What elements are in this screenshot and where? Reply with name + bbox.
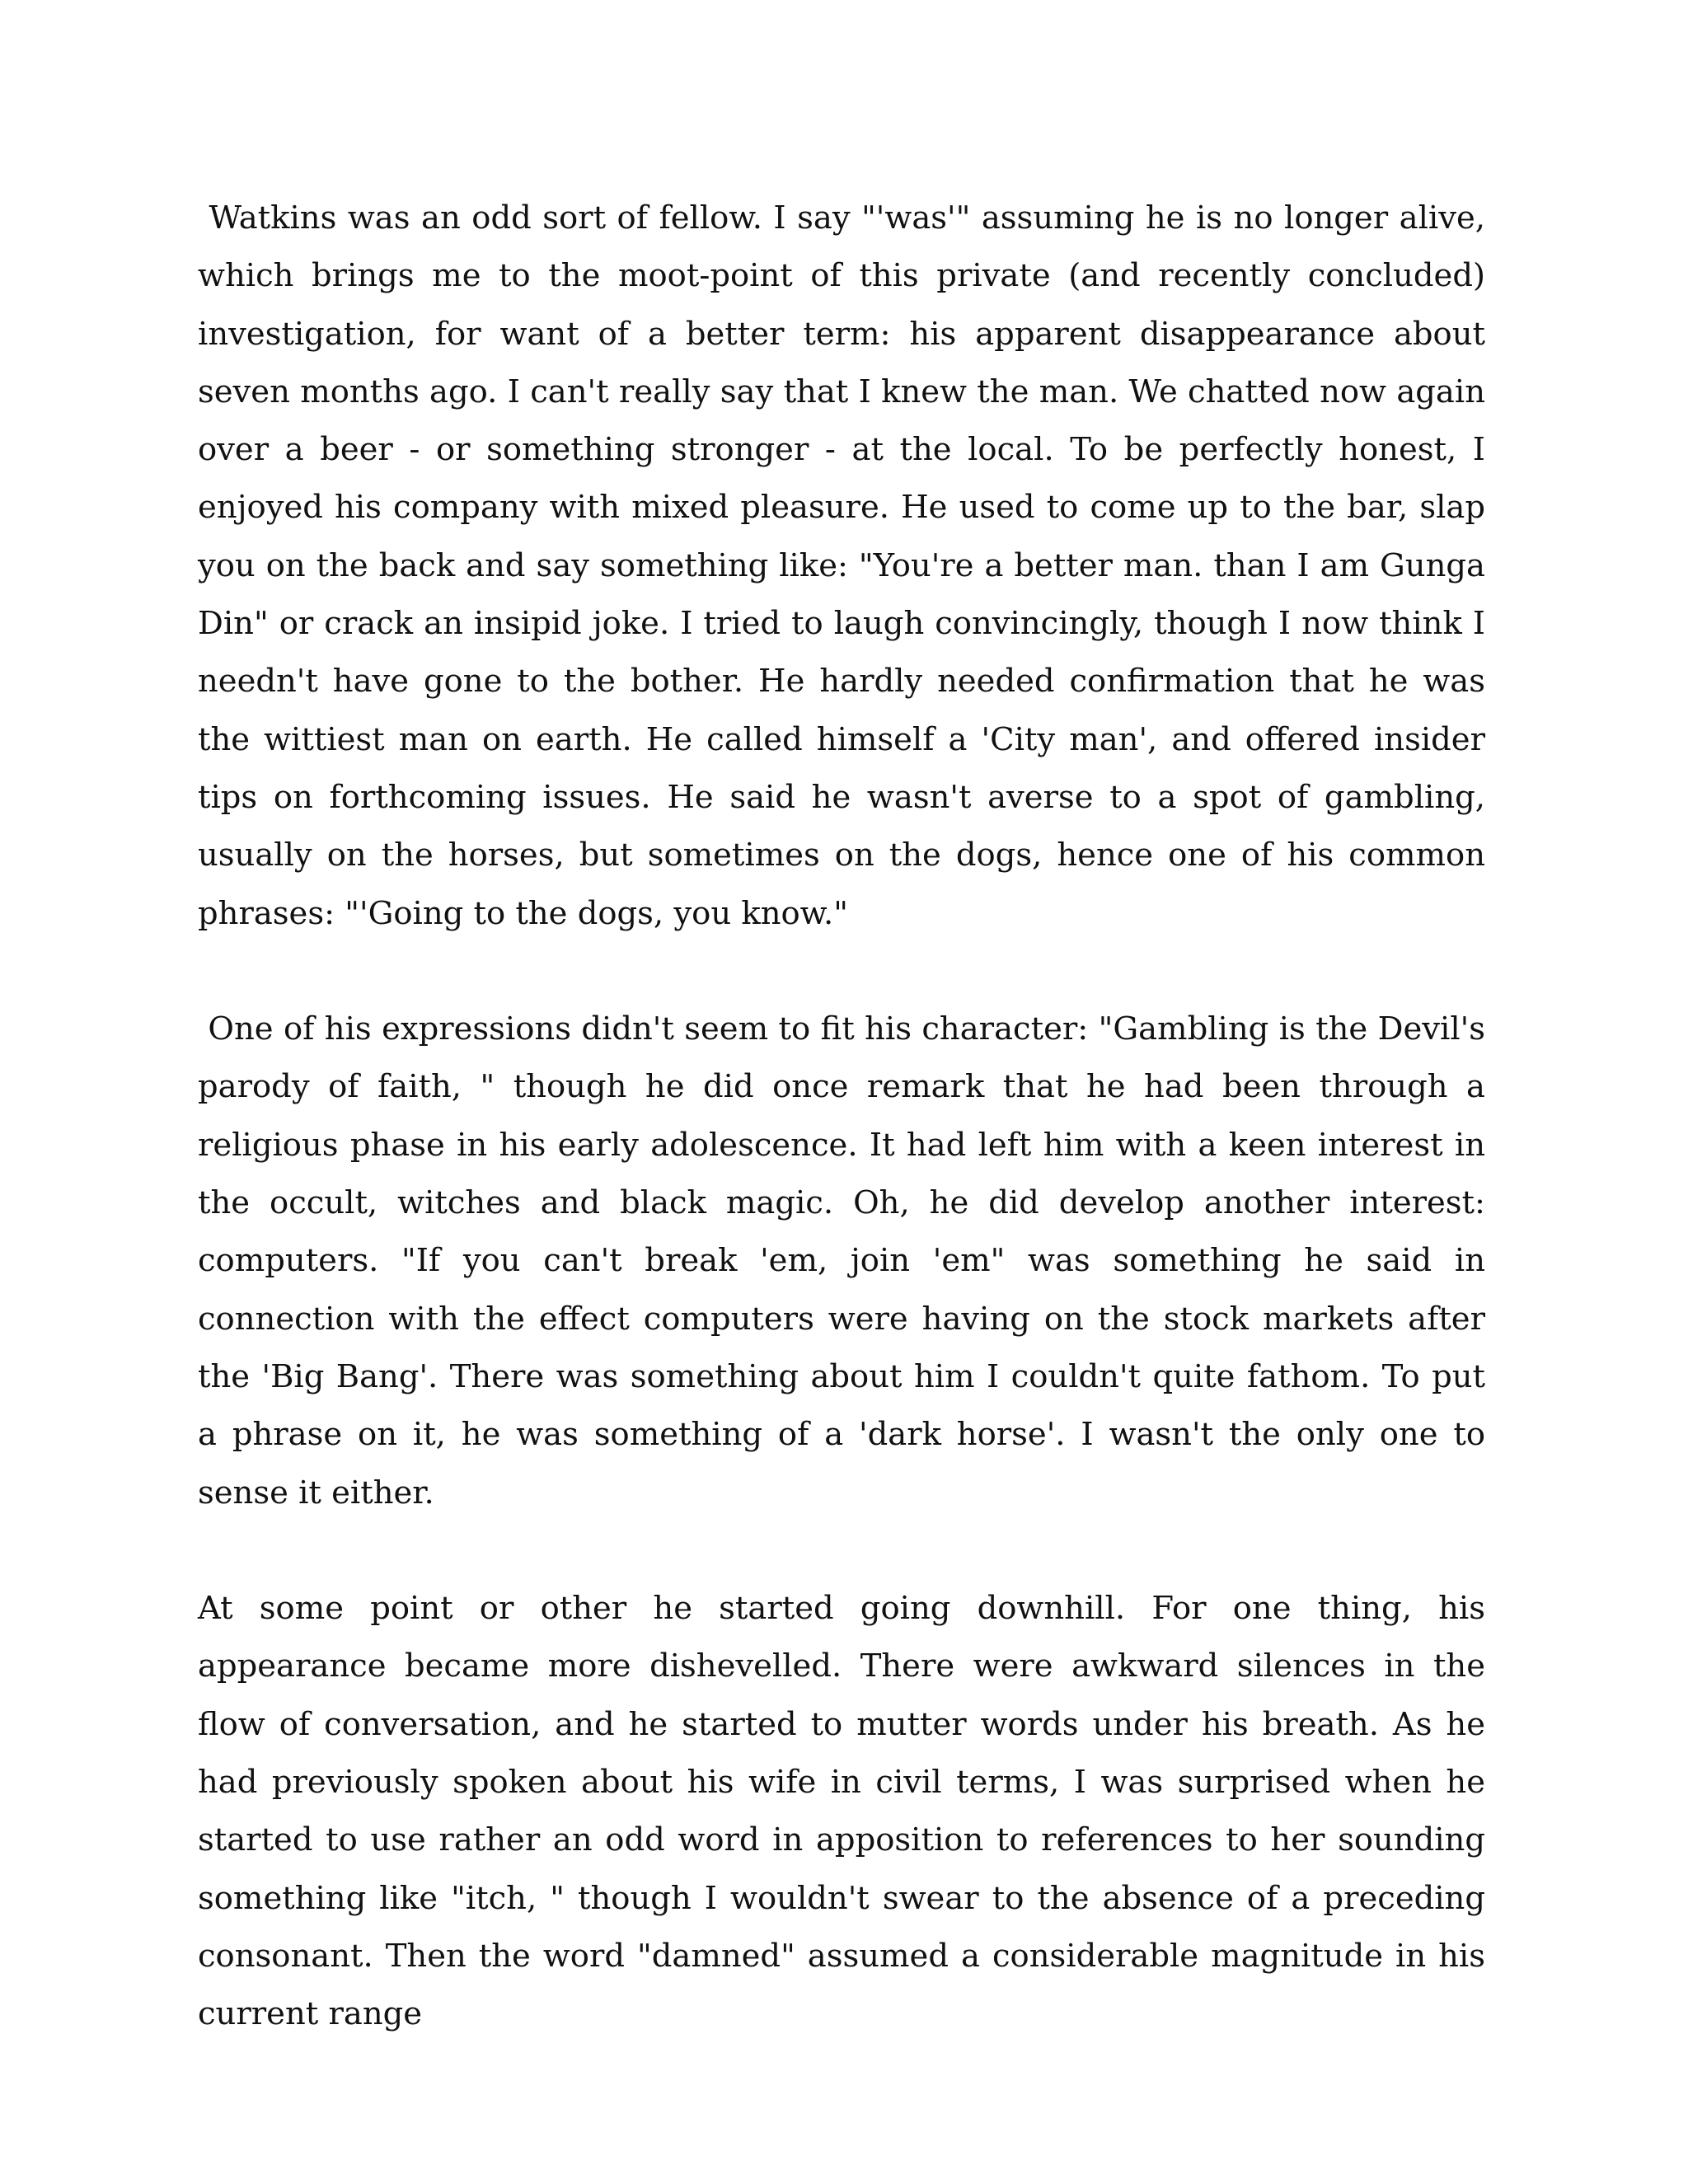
paragraph-2: One of his expressions didn't seem to fit his character: "Gambling is the Devil's parody of faith, " though he did once remark that he had been through a religious phase in his early adolescence. It had left him with a keen interest in the occult, witches and black magic. Oh, he did develop another interest: computers. "If you can't break 'em, join 'em" was something he said in connection with the effect computers were having on the stock markets after the 'Big Bang'. There was something about him I couldn't quite fathom. To put a phrase on it, he was something of a 'dark horse'. I wasn't the only one to sense it either. [198, 1010, 1496, 1511]
paragraph-3: At some point or other he started going downhill. For one thing, his appearance became more dishevelled. There were awkward silences in the flow of conversation, and he started to mutter words under his breath. As he had previously spoken about his wife in civil terms, I was surprised when he started to use rather an odd word in apposition to references to her sounding something like "itch, " though I wouldn't swear to the absence of a preceding consonant. Then the word "damned" assumed a considerable magnitude in his current range [198, 1590, 1496, 2033]
paragraph-1: Watkins was an odd sort of fellow. I say "'was'" assuming he is no longer alive, which brings me to the moot-point of this private (and recently concluded) investigation, for want of a better term: his apparent disappearance about seven months ago. I can't really say that I knew the man. We chatted now again over a beer - or something stronger - at the local. To be perfectly honest, I enjoyed his company with mixed pleasure. He used to come up to the bar, slap you on the back and say something like: "You're a better man. than I am Gunga Din" or crack an insipid joke. I tried to laugh convincingly, though I now think I needn't have gone to the bother. He hardly needed confirmation that he was the wittiest man on earth. He called himself a 'City man', and offered insider tips on forthcoming issues. He said he wasn't averse to a spot of gambling, usually on the horses, but sometimes on the dogs, hence one of his common phrases: "'Going to the dogs, you know." [198, 199, 1496, 932]
body-text [198, 190, 1496, 2044]
